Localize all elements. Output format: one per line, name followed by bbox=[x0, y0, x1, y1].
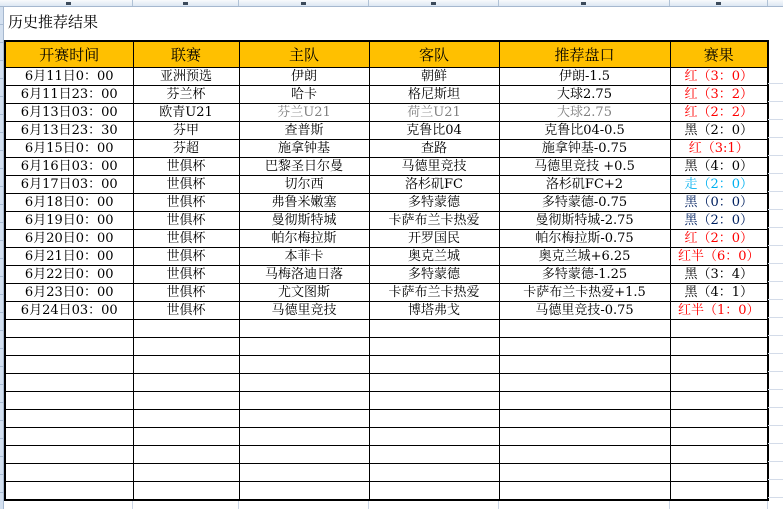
empty-row bbox=[5, 374, 768, 392]
empty-cell[interactable] bbox=[369, 482, 499, 501]
cell-league[interactable]: 芬甲 bbox=[133, 122, 239, 140]
empty-cell[interactable] bbox=[369, 392, 499, 410]
empty-cell[interactable] bbox=[5, 410, 133, 428]
column-header-5[interactable]: 推荐盘口 bbox=[499, 41, 670, 68]
cell-time[interactable]: 6月13日03：00 bbox=[5, 104, 133, 122]
cell-home[interactable]: 马梅洛迪日落 bbox=[239, 266, 369, 284]
cell-result[interactable]: 红（3：0） bbox=[670, 68, 768, 86]
empty-cell[interactable] bbox=[499, 482, 670, 501]
gridline bbox=[498, 501, 499, 509]
empty-row bbox=[5, 464, 768, 482]
empty-cell[interactable] bbox=[133, 446, 239, 464]
header-row bbox=[5, 41, 768, 68]
cell-league[interactable]: 世俱杯 bbox=[133, 248, 239, 266]
empty-cell[interactable] bbox=[369, 374, 499, 392]
empty-cell[interactable] bbox=[5, 392, 133, 410]
cell-result[interactable]: 红（3：2） bbox=[670, 86, 768, 104]
empty-cell[interactable] bbox=[499, 428, 670, 446]
empty-cell[interactable] bbox=[670, 482, 768, 501]
table-row bbox=[5, 266, 768, 284]
gridline bbox=[132, 501, 133, 509]
empty-cell[interactable] bbox=[5, 374, 133, 392]
cell-time[interactable]: 6月23日0：00 bbox=[5, 284, 133, 302]
cell-league[interactable]: 芬兰杯 bbox=[133, 86, 239, 104]
cell-result[interactable]: 红半（6：0） bbox=[670, 248, 768, 266]
empty-cell[interactable] bbox=[670, 446, 768, 464]
empty-cell[interactable] bbox=[369, 410, 499, 428]
cell-league[interactable]: 世俱杯 bbox=[133, 212, 239, 230]
empty-cell[interactable] bbox=[499, 410, 670, 428]
empty-row bbox=[5, 356, 768, 374]
cell-away[interactable]: 荷兰U21 bbox=[369, 104, 499, 122]
cell-league[interactable]: 世俱杯 bbox=[133, 302, 239, 320]
cell-league[interactable]: 世俱杯 bbox=[133, 176, 239, 194]
results-table bbox=[4, 40, 769, 501]
empty-row bbox=[5, 446, 768, 464]
bottom-gridlines bbox=[4, 501, 768, 509]
column-header-1[interactable]: 开赛时间 bbox=[5, 41, 133, 68]
empty-cell[interactable] bbox=[239, 428, 369, 446]
cell-league[interactable]: 芬超 bbox=[133, 140, 239, 158]
table-row bbox=[5, 104, 768, 122]
cell-time[interactable]: 6月11日23：00 bbox=[5, 86, 133, 104]
empty-cell[interactable] bbox=[499, 392, 670, 410]
right-gridlines bbox=[768, 66, 783, 498]
empty-cell[interactable] bbox=[239, 482, 369, 501]
empty-row bbox=[5, 428, 768, 446]
cell-home[interactable]: 弗鲁米嫩塞 bbox=[239, 194, 369, 212]
cell-time[interactable]: 6月16日03：00 bbox=[5, 158, 133, 176]
column-letter-fragment bbox=[301, 2, 306, 5]
empty-cell[interactable] bbox=[5, 338, 133, 356]
table-row bbox=[5, 122, 768, 140]
cell-result[interactable]: 走（2：0） bbox=[670, 176, 768, 194]
empty-cell[interactable] bbox=[133, 410, 239, 428]
empty-row bbox=[5, 482, 768, 501]
cell-time[interactable]: 6月13日23：30 bbox=[5, 122, 133, 140]
cell-handicap[interactable]: 多特蒙德-0.75 bbox=[499, 194, 670, 212]
table-body bbox=[5, 68, 768, 501]
cell-away[interactable]: 朝鲜 bbox=[369, 68, 499, 86]
empty-cell[interactable] bbox=[670, 428, 768, 446]
cell-away[interactable]: 查路 bbox=[369, 140, 499, 158]
cell-home[interactable]: 马德里竞技 bbox=[239, 302, 369, 320]
column-separator bbox=[498, 0, 499, 6]
cell-time[interactable]: 6月22日0：00 bbox=[5, 266, 133, 284]
cell-away[interactable]: 多特蒙德 bbox=[369, 266, 499, 284]
cell-away[interactable]: 卡萨布兰卡热爱 bbox=[369, 212, 499, 230]
table-row bbox=[5, 158, 768, 176]
cell-handicap[interactable]: 大球2.75 bbox=[499, 104, 670, 122]
cell-away[interactable]: 奥克兰城 bbox=[369, 248, 499, 266]
empty-row bbox=[5, 392, 768, 410]
cell-result[interactable]: 红半（1：0） bbox=[670, 302, 768, 320]
column-header-2[interactable]: 联赛 bbox=[133, 41, 239, 68]
cell-home[interactable]: 帕尔梅拉斯 bbox=[239, 230, 369, 248]
empty-cell[interactable] bbox=[5, 446, 133, 464]
empty-cell[interactable] bbox=[670, 320, 768, 338]
empty-cell[interactable] bbox=[239, 320, 369, 338]
cell-handicap[interactable]: 大球2.75 bbox=[499, 86, 670, 104]
cell-handicap[interactable]: 马德里竞技 +0.5 bbox=[499, 158, 670, 176]
column-separator bbox=[767, 0, 768, 6]
cell-home[interactable]: 切尔西 bbox=[239, 176, 369, 194]
empty-cell[interactable] bbox=[499, 356, 670, 374]
cell-time[interactable]: 6月18日0：00 bbox=[5, 194, 133, 212]
table-row bbox=[5, 302, 768, 320]
cell-result[interactable]: 黑（0：0） bbox=[670, 194, 768, 212]
table-row bbox=[5, 194, 768, 212]
column-letter-fragment bbox=[431, 2, 436, 5]
empty-cell[interactable] bbox=[369, 356, 499, 374]
empty-cell[interactable] bbox=[239, 464, 369, 482]
cell-result[interactable]: 黑（2：0） bbox=[670, 212, 768, 230]
table-row bbox=[5, 248, 768, 266]
empty-cell[interactable] bbox=[239, 410, 369, 428]
cell-league[interactable]: 世俱杯 bbox=[133, 230, 239, 248]
column-separator bbox=[132, 0, 133, 6]
empty-cell[interactable] bbox=[369, 428, 499, 446]
empty-cell[interactable] bbox=[499, 374, 670, 392]
cell-league[interactable]: 亚洲预选 bbox=[133, 68, 239, 86]
cell-result[interactable]: 黑（2：0） bbox=[670, 122, 768, 140]
cell-league[interactable]: 世俱杯 bbox=[133, 284, 239, 302]
cell-away[interactable]: 洛杉矶FC bbox=[369, 176, 499, 194]
cell-time[interactable]: 6月19日0：00 bbox=[5, 212, 133, 230]
cell-away[interactable]: 格尼斯坦 bbox=[369, 86, 499, 104]
empty-cell[interactable] bbox=[369, 338, 499, 356]
empty-cell[interactable] bbox=[369, 320, 499, 338]
cell-home[interactable]: 尤文图斯 bbox=[239, 284, 369, 302]
cell-result[interactable]: 红（2：2） bbox=[670, 104, 768, 122]
empty-row bbox=[5, 338, 768, 356]
cell-handicap[interactable]: 奥克兰城+6.25 bbox=[499, 248, 670, 266]
empty-cell[interactable] bbox=[239, 392, 369, 410]
table-row bbox=[5, 284, 768, 302]
cell-handicap[interactable]: 伊朗-1.5 bbox=[499, 68, 670, 86]
empty-cell[interactable] bbox=[239, 374, 369, 392]
column-separator bbox=[238, 0, 239, 6]
cell-away[interactable]: 开罗国民 bbox=[369, 230, 499, 248]
column-separator bbox=[669, 0, 670, 6]
cell-league[interactable]: 欧青U21 bbox=[133, 104, 239, 122]
cell-home[interactable]: 查普斯 bbox=[239, 122, 369, 140]
column-header-3[interactable]: 主队 bbox=[239, 41, 369, 68]
empty-cell[interactable] bbox=[5, 356, 133, 374]
cell-home[interactable]: 曼彻斯特城 bbox=[239, 212, 369, 230]
cell-home[interactable]: 本菲卡 bbox=[239, 248, 369, 266]
empty-cell[interactable] bbox=[133, 356, 239, 374]
empty-cell[interactable] bbox=[369, 446, 499, 464]
column-letter-fragment bbox=[183, 2, 188, 5]
empty-cell[interactable] bbox=[369, 464, 499, 482]
cell-league[interactable]: 世俱杯 bbox=[133, 266, 239, 284]
cell-result[interactable]: 红（2：0） bbox=[670, 230, 768, 248]
column-separator bbox=[368, 0, 369, 6]
table-row bbox=[5, 86, 768, 104]
empty-cell[interactable] bbox=[133, 482, 239, 501]
gridline bbox=[767, 501, 768, 509]
gridline bbox=[238, 501, 239, 509]
empty-cell[interactable] bbox=[5, 464, 133, 482]
cell-home[interactable]: 伊朗 bbox=[239, 68, 369, 86]
empty-cell[interactable] bbox=[133, 338, 239, 356]
column-letter-fragment bbox=[716, 2, 721, 5]
cell-handicap[interactable]: 克鲁比04-0.5 bbox=[499, 122, 670, 140]
empty-cell[interactable] bbox=[499, 320, 670, 338]
cell-handicap[interactable]: 帕尔梅拉斯-0.75 bbox=[499, 230, 670, 248]
column-letter-fragment bbox=[581, 2, 586, 5]
cell-home[interactable]: 巴黎圣日尔曼 bbox=[239, 158, 369, 176]
cell-handicap[interactable]: 卡萨布兰卡热爱+1.5 bbox=[499, 284, 670, 302]
empty-cell[interactable] bbox=[670, 410, 768, 428]
empty-cell[interactable] bbox=[133, 428, 239, 446]
cell-home[interactable]: 施拿钟基 bbox=[239, 140, 369, 158]
empty-cell[interactable] bbox=[133, 320, 239, 338]
empty-cell[interactable] bbox=[670, 374, 768, 392]
table-row bbox=[5, 68, 768, 86]
empty-cell[interactable] bbox=[670, 356, 768, 374]
empty-cell[interactable] bbox=[239, 356, 369, 374]
table-row bbox=[5, 140, 768, 158]
gridline bbox=[669, 501, 670, 509]
cell-away[interactable]: 马德里竞技 bbox=[369, 158, 499, 176]
empty-row bbox=[5, 320, 768, 338]
empty-cell[interactable] bbox=[133, 464, 239, 482]
cell-away[interactable]: 博塔弗戈 bbox=[369, 302, 499, 320]
cell-home[interactable]: 芬兰U21 bbox=[239, 104, 369, 122]
empty-cell[interactable] bbox=[670, 464, 768, 482]
cell-away[interactable]: 卡萨布兰卡热爱 bbox=[369, 284, 499, 302]
table-row bbox=[5, 230, 768, 248]
cell-handicap[interactable]: 马德里竞技-0.75 bbox=[499, 302, 670, 320]
cell-handicap[interactable]: 多特蒙德-1.25 bbox=[499, 266, 670, 284]
empty-cell[interactable] bbox=[5, 428, 133, 446]
column-header-6[interactable]: 赛果 bbox=[670, 41, 768, 68]
cell-result[interactable]: 红（3:1） bbox=[670, 140, 768, 158]
cell-handicap[interactable]: 曼彻斯特城-2.75 bbox=[499, 212, 670, 230]
empty-cell[interactable] bbox=[670, 392, 768, 410]
empty-cell[interactable] bbox=[670, 338, 768, 356]
empty-cell[interactable] bbox=[5, 320, 133, 338]
empty-cell[interactable] bbox=[239, 446, 369, 464]
cell-away[interactable]: 克鲁比04 bbox=[369, 122, 499, 140]
empty-row bbox=[5, 410, 768, 428]
cell-result[interactable]: 黑（4：1） bbox=[670, 284, 768, 302]
cell-handicap[interactable]: 施拿钟基-0.75 bbox=[499, 140, 670, 158]
cell-time[interactable]: 6月24日03：00 bbox=[5, 302, 133, 320]
empty-cell[interactable] bbox=[499, 464, 670, 482]
empty-cell[interactable] bbox=[5, 482, 133, 501]
cell-result[interactable]: 黑（4：0） bbox=[670, 158, 768, 176]
column-header-4[interactable]: 客队 bbox=[369, 41, 499, 68]
table-row bbox=[5, 176, 768, 194]
cell-time[interactable]: 6月11日0：00 bbox=[5, 68, 133, 86]
empty-cell[interactable] bbox=[499, 338, 670, 356]
page-title: 历史推荐结果 bbox=[8, 13, 99, 31]
cell-time[interactable]: 6月15日0：00 bbox=[5, 140, 133, 158]
cell-league[interactable]: 世俱杯 bbox=[133, 158, 239, 176]
cell-time[interactable]: 6月21日0：00 bbox=[5, 248, 133, 266]
empty-cell[interactable] bbox=[239, 338, 369, 356]
cell-time[interactable]: 6月17日03：00 bbox=[5, 176, 133, 194]
cell-time[interactable]: 6月20日0：00 bbox=[5, 230, 133, 248]
cell-home[interactable]: 哈卡 bbox=[239, 86, 369, 104]
empty-cell[interactable] bbox=[133, 392, 239, 410]
empty-cell[interactable] bbox=[133, 374, 239, 392]
cell-handicap[interactable]: 洛杉矶FC+2 bbox=[499, 176, 670, 194]
column-header-strip bbox=[0, 0, 783, 7]
gridline bbox=[368, 501, 369, 509]
table-row bbox=[5, 212, 768, 230]
column-letter-fragment bbox=[66, 2, 71, 5]
empty-cell[interactable] bbox=[499, 446, 670, 464]
cell-result[interactable]: 黑（3：4） bbox=[670, 266, 768, 284]
cell-league[interactable]: 世俱杯 bbox=[133, 194, 239, 212]
cell-away[interactable]: 多特蒙德 bbox=[369, 194, 499, 212]
